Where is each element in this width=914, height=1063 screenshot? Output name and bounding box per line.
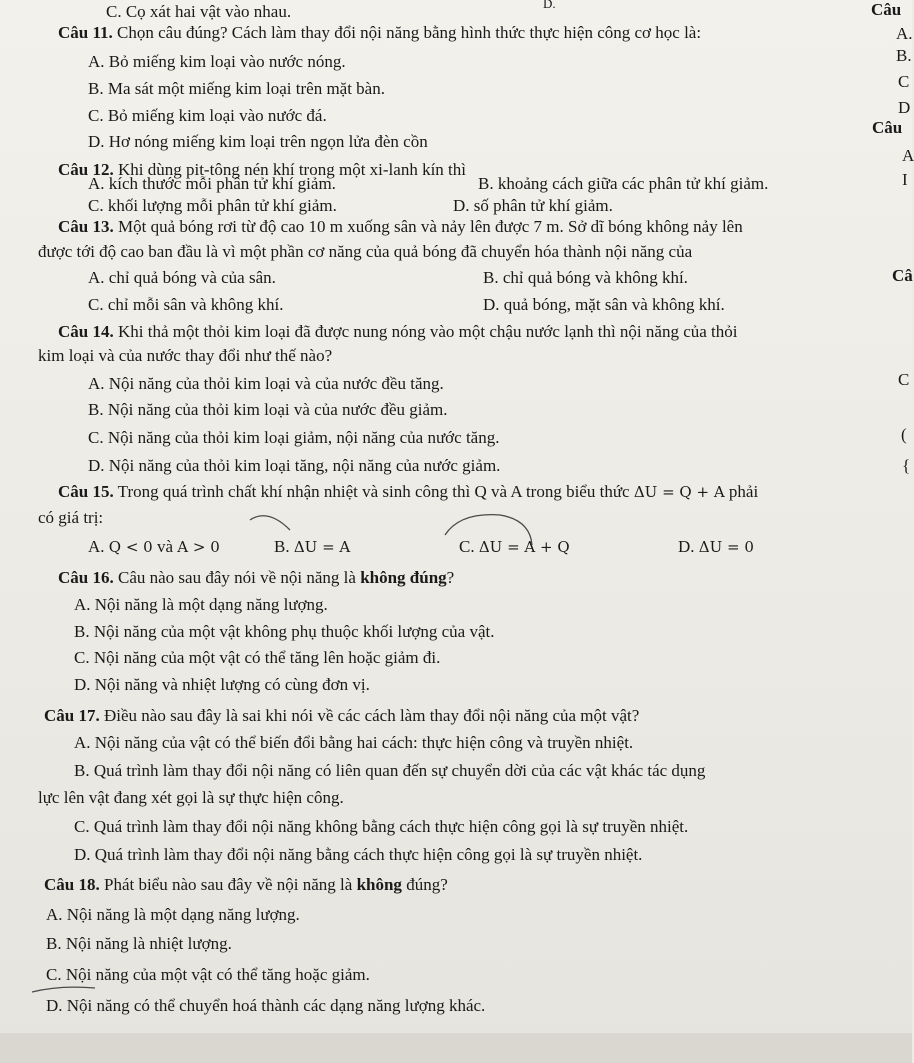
edge-fragment-d: D.	[543, 0, 556, 11]
pen-mark-b	[250, 516, 290, 530]
q14-option-b: B. Nội năng của thỏi kim loại và của nước đều giảm.	[88, 400, 448, 419]
edge-fragment-cau-2: Câu	[872, 118, 903, 137]
q17-option-b-line-1: B. Quá trình làm thay đổi nội năng có liên quan đến sự chuyển dời của các vật khác tác dụng	[74, 761, 706, 780]
pen-mark-d	[32, 987, 95, 992]
q13-option-a: A. chỉ quả bóng và của sân.	[88, 268, 276, 287]
q11-option-b: B. Ma sát một miếng kim loại trên mặt bàn.	[88, 79, 385, 98]
q15-option-d-label: D.	[678, 537, 699, 556]
q17-option-b-line-2: lực lên vật đang xét gọi là sự thực hiện công.	[38, 788, 344, 807]
question-14-text-1: Khi thả một thỏi kim loại đã được nung nóng vào một chậu nước lạnh thì nội năng của thỏi	[113, 322, 738, 341]
question-17	[44, 706, 639, 726]
pen-mark-c	[445, 515, 532, 545]
q11-option-c: C. Bỏ miếng kim loại vào nước đá.	[88, 106, 327, 125]
q14-option-d: D. Nội năng của thỏi kim loại tăng, nội năng của nước giảm.	[88, 456, 501, 475]
edge-fragment-cau-3: Câ	[892, 266, 913, 285]
q17-option-c: C. Quá trình làm thay đổi nội năng không bằng cách thực hiện công gọi là sự truyền nhiệt.	[74, 817, 689, 836]
q15-option-a-math-1: Q < 0	[108, 538, 153, 556]
question-15-text-1-end: phải	[724, 482, 759, 501]
q12-option-b: B. khoảng cách giữa các phân tử khí giảm.	[478, 174, 769, 193]
question-18-text-2: đúng?	[401, 875, 448, 894]
q15-option-a-label: A.	[88, 537, 109, 556]
q18-option-b: B. Nội năng là nhiệt lượng.	[46, 934, 232, 953]
q13-option-c: C. chỉ mỗi sân và không khí.	[88, 295, 284, 314]
question-12-text: Khi dùng pit-tông nén khí trong một xi-lanh kín thì	[113, 160, 466, 179]
page-bottom-shadow	[0, 1033, 912, 1063]
question-13-label: Câu 13.	[58, 217, 114, 236]
q14-option-a: A. Nội năng của thỏi kim loại và của nước đều tăng.	[88, 374, 444, 393]
q13-option-d: D. quả bóng, mặt sân và không khí.	[483, 295, 725, 314]
edge-fragment-d2: D	[898, 98, 911, 117]
question-15-formula: ΔU = Q + A	[633, 483, 725, 501]
q15-option-a-math-2: A > 0	[177, 538, 220, 556]
question-16-emphasis: không đúng	[360, 568, 447, 587]
prev-option-c: C. Cọ xát hai vật vào nhau.	[106, 2, 292, 21]
question-13-text-1: Một quả bóng rơi từ độ cao 10 m xuống sân và nảy lên được 7 m. Sở dĩ bóng không nảy lên	[113, 217, 743, 236]
q11-option-a: A. Bỏ miếng kim loại vào nước nóng.	[88, 52, 346, 71]
question-15-label: Câu 15.	[58, 482, 114, 501]
q12-option-d: D. số phân tử khí giảm.	[453, 196, 613, 215]
edge-fragment-b: B.	[896, 46, 912, 65]
q15-option-b-label: B.	[274, 537, 294, 556]
edge-fragment-5: {	[902, 456, 911, 475]
edge-fragment-2: I	[902, 170, 908, 189]
question-16-label: Câu 16.	[58, 568, 114, 587]
question-16-text: Câu nào sau đây nói về nội năng là	[113, 568, 361, 587]
edge-fragment-3: C	[898, 370, 910, 389]
q12-option-a: A. kích thước mỗi phân tử khí giảm.	[88, 174, 336, 193]
question-11-label: Câu 11.	[58, 23, 113, 42]
question-12-label: Câu 12.	[58, 160, 114, 179]
question-17-label: Câu 17.	[44, 706, 100, 725]
edge-fragment-cau-1: Câu	[871, 0, 902, 19]
question-18-label: Câu 18.	[44, 875, 100, 894]
question-11-text: Chọn câu đúng? Cách làm thay đổi nội năng bằng hình thức thực hiện công cơ học là:	[112, 23, 702, 42]
q18-option-a: A. Nội năng là một dạng năng lượng.	[46, 905, 300, 924]
edge-fragment-4: (	[901, 425, 907, 444]
question-15-line-2: có giá trị:	[38, 508, 104, 527]
q15-option-c-math: ΔU = A + Q	[478, 538, 570, 556]
q17-option-d: D. Quá trình làm thay đổi nội năng bằng cách thực hiện công gọi là sự truyền nhiệt.	[74, 845, 643, 864]
q12-option-c: C. khối lượng mỗi phân tử khí giảm.	[88, 196, 337, 215]
q16-option-d: D. Nội năng và nhiệt lượng có cùng đơn vị.	[74, 675, 370, 694]
question-15-text-1: Trong quá trình chất khí nhận nhiệt và sinh công thì Q và A trong biểu thức	[113, 482, 634, 501]
q16-option-c: C. Nội năng của một vật có thể tăng lên hoặc giảm đi.	[74, 648, 441, 667]
q15-option-a-and: và	[152, 537, 178, 556]
edge-fragment-1: A	[902, 146, 914, 165]
question-18-text: Phát biểu nào sau đây về nội năng là	[99, 875, 357, 894]
q17-option-a: A. Nội năng của vật có thể biến đổi bằng hai cách: thực hiện công và truyền nhiệt.	[74, 733, 634, 752]
q16-option-b: B. Nội năng của một vật không phụ thuộc khối lượng của vật.	[74, 622, 495, 641]
question-18	[44, 875, 448, 895]
question-16-end: ?	[446, 568, 455, 587]
question-14-label: Câu 14.	[58, 322, 114, 341]
q15-option-b-math: ΔU = A	[293, 538, 351, 556]
q16-option-a: A. Nội năng là một dạng năng lượng.	[74, 595, 328, 614]
question-14-line-2: kim loại và của nước thay đổi như thế nào?	[38, 346, 333, 365]
q15-option-d-math: ΔU = 0	[698, 538, 754, 556]
edge-fragment-a: A.	[896, 24, 913, 43]
q18-option-c: C. Nội năng của một vật có thể tăng hoặc giảm.	[46, 965, 370, 984]
q18-option-d: D. Nội năng có thể chuyển hoá thành các dạng năng lượng khác.	[46, 996, 486, 1015]
question-18-emphasis: không	[356, 875, 402, 894]
q11-option-d: D. Hơ nóng miếng kim loại trên ngọn lửa đèn cồn	[88, 132, 428, 151]
q15-option-c-label: C.	[459, 537, 479, 556]
q14-option-c: C. Nội năng của thỏi kim loại giảm, nội năng của nước tăng.	[88, 428, 500, 447]
question-16	[58, 568, 454, 588]
question-13-line-2: được tới độ cao ban đầu là vì một phần cơ năng của quả bóng đã chuyển hóa thành nội năng của	[38, 242, 693, 261]
q13-option-b: B. chỉ quả bóng và không khí.	[483, 268, 688, 287]
edge-fragment-c: C	[898, 72, 910, 91]
question-17-text: Điều nào sau đây là sai khi nói về các cách làm thay đổi nội năng của một vật?	[99, 706, 640, 725]
